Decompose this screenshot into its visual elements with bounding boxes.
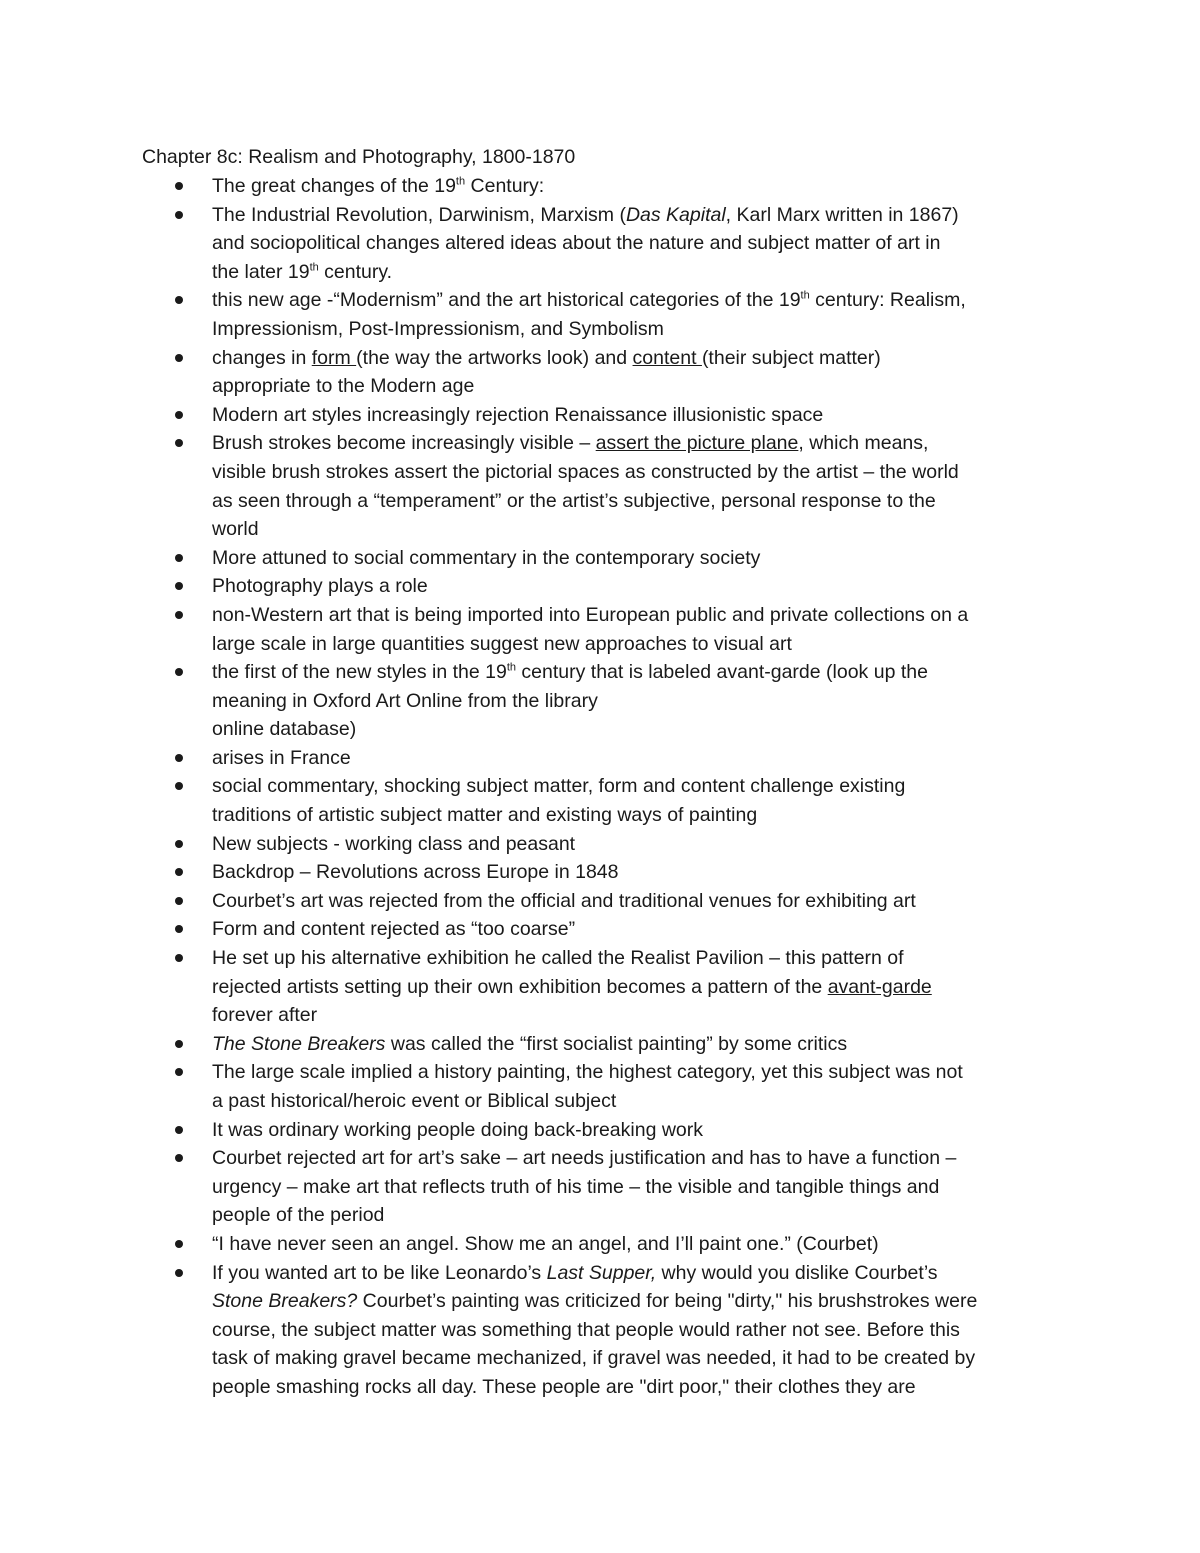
- bullet-icon: [175, 1126, 183, 1134]
- list-item: If you wanted art to be like Leonardo’s Last Supper, why would you dislike Courbet’s Stone Breakers? Courbet’s painting was criticized for being "dirty," his brushstrokes were course, the subject matter was something that people would rather not see. Before this task of making gravel became mechanized, if gravel was needed, it had to be created by people smashing rocks all day. These people are "dirt poor," their clothes they are: [212, 1259, 1092, 1402]
- italic-title: Last Supper,: [546, 1261, 657, 1284]
- list-item: Courbet rejected art for art’s sake – art needs justification and has to have a function – urgency – make art that reflects truth of his time – the visible and tangible things and people of the period: [212, 1144, 1092, 1230]
- list-item: Courbet’s art was rejected from the official and traditional venues for exhibiting art: [212, 887, 1092, 916]
- bullet-icon: [175, 897, 183, 905]
- list-item: arises in France: [212, 744, 1092, 773]
- underlined-term: avant-garde: [827, 975, 932, 998]
- bullet-icon: [175, 925, 183, 933]
- bullet-icon: [175, 1040, 183, 1048]
- ordinal-suffix: th: [309, 261, 319, 274]
- bullet-icon: [175, 611, 183, 619]
- bullet-icon: [175, 1068, 183, 1076]
- list-item: the first of the new styles in the 19th century that is labeled avant-garde (look up the meaning in Oxford Art Online from the library online database): [212, 658, 1092, 744]
- list-item: Modern art styles increasingly rejection Renaissance illusionistic space: [212, 401, 1092, 430]
- bullet-icon: [175, 582, 183, 590]
- list-item: More attuned to social commentary in the contemporary society: [212, 544, 1092, 573]
- ordinal-suffix: th: [506, 661, 517, 674]
- bullet-icon: [175, 1240, 183, 1248]
- list-item: non-Western art that is being imported into European public and private collections on a large scale in large quantities suggest new approaches to visual art: [212, 601, 1092, 658]
- page-title: Chapter 8c: Realism and Photography, 1800-1870: [142, 146, 576, 168]
- list-item: Photography plays a role: [212, 572, 1092, 601]
- ordinal-suffix: th: [455, 175, 466, 188]
- list-item: The large scale implied a history painting, the highest category, yet this subject was not a past historical/heroic event or Biblical subject: [212, 1058, 1092, 1115]
- italic-title: Das Kapital: [625, 203, 726, 226]
- underlined-term: form: [311, 346, 357, 369]
- list-item: “I have never seen an angel. Show me an angel, and I’ll paint one.” (Courbet): [212, 1230, 1092, 1259]
- bullet-icon: [175, 754, 183, 762]
- underlined-term: content: [632, 346, 702, 369]
- list-item: It was ordinary working people doing back-breaking work: [212, 1116, 1092, 1145]
- bullet-list: [0, 172, 1200, 1402]
- bullet-icon: [175, 668, 183, 676]
- list-item: Brush strokes become increasingly visible – assert the picture plane, which means, visible brush strokes assert the pictorial spaces as constructed by the artist – the world as seen through a “temperament” or the artist’s subjective, personal response to the world: [212, 429, 1092, 543]
- bullet-icon: [175, 868, 183, 876]
- bullet-icon: [175, 782, 183, 790]
- list-item: changes in form (the way the artworks look) and content (their subject matter) appropriate to the Modern age: [212, 344, 1092, 401]
- list-item: The Stone Breakers was called the “first socialist painting” by some critics: [212, 1030, 1092, 1059]
- list-item: Form and content rejected as “too coarse”: [212, 915, 1092, 944]
- list-item: New subjects - working class and peasant: [212, 830, 1092, 859]
- list-item: He set up his alternative exhibition he called the Realist Pavilion – this pattern of rejected artists setting up their own exhibition becomes a pattern of the avant-garde forever after: [212, 944, 1092, 1030]
- list-item: social commentary, shocking subject matter, form and content challenge existing traditions of artistic subject matter and existing ways of painting: [212, 772, 1092, 829]
- bullet-icon: [175, 211, 183, 219]
- bullet-icon: [175, 1154, 183, 1162]
- italic-title: Stone Breakers?: [212, 1290, 358, 1313]
- bullet-icon: [175, 182, 183, 190]
- bullet-icon: [175, 840, 183, 848]
- bullet-icon: [175, 411, 183, 419]
- underlined-term: assert the picture plane: [595, 432, 799, 455]
- bullet-icon: [175, 439, 183, 447]
- list-item: Backdrop – Revolutions across Europe in 1848: [212, 858, 1092, 887]
- bullet-icon: [175, 1269, 183, 1277]
- bullet-icon: [175, 954, 183, 962]
- bullet-icon: [175, 354, 183, 362]
- list-item: this new age -“Modernism” and the art historical categories of the 19th century: Realism, Impressionism, Post-Impressionism, and Symbolism: [212, 286, 1092, 343]
- bullet-icon: [175, 554, 183, 562]
- bullet-icon: [175, 296, 183, 304]
- list-item: The Industrial Revolution, Darwinism, Marxism (Das Kapital, Karl Marx written in 1867) and sociopolitical changes altered ideas about the nature and subject matter of art in the later 19th century.: [212, 201, 1092, 287]
- italic-title: The Stone Breakers: [212, 1032, 386, 1055]
- ordinal-suffix: th: [800, 289, 810, 302]
- list-item: The great changes of the 19th Century:: [212, 172, 1092, 201]
